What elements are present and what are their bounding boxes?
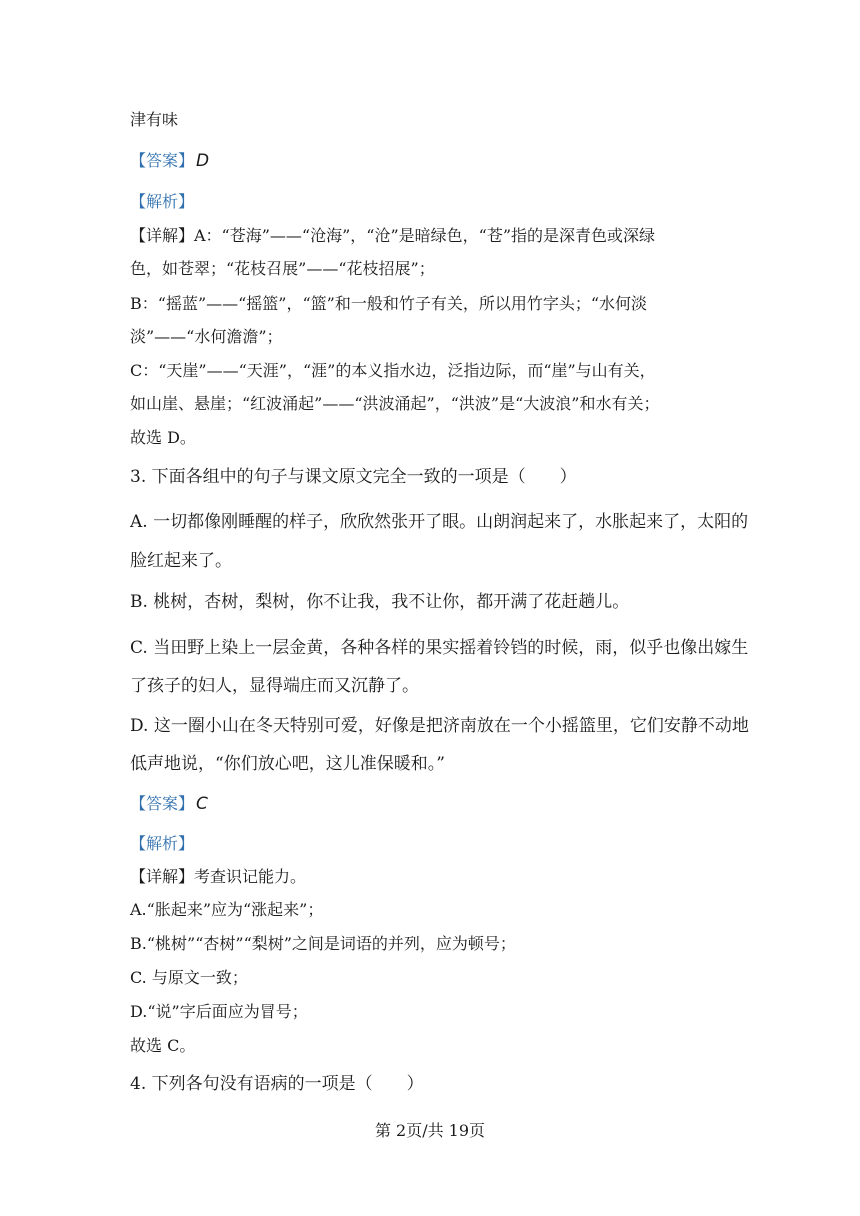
q3-analysis-tag: 【解析】 xyxy=(130,834,195,853)
carry-over-text: 津有味 xyxy=(130,110,179,129)
q2-analysis-line: 色，如苍翠；“花枝召展”——“花枝招展”； xyxy=(130,259,435,278)
q3-analysis-line: 【详解】考查识记能力。 xyxy=(130,867,307,886)
q2-analysis-line: 故选 D。 xyxy=(130,428,196,447)
q3-option-line: A. 一切都像刚睡醒的样子，欣欣然张开了眼。山朗润起来了，水胀起来了，太阳的 xyxy=(130,512,749,532)
q2-analysis-line: C：“天崖”——“天涯”，“涯”的本义指水边，泛指边际，而“崖”与山有关， xyxy=(130,361,656,380)
q3-analysis-line: C. 与原文一致； xyxy=(130,968,248,987)
q3-option-line: 脸红起来了。 xyxy=(130,551,232,571)
q3-analysis-line: B.“桃树”“杏树”“梨树”之间是词语的并列，应为顿号； xyxy=(130,934,516,953)
q3-answer-tag: 【答案】 xyxy=(130,794,195,813)
q3-analysis-line: A.“胀起来”应为“涨起来”； xyxy=(130,900,324,919)
q3-option-line: 低声地说，“你们放心吧，这儿准保暖和。” xyxy=(130,754,445,774)
q2-answer-line xyxy=(130,151,209,171)
q4-stem: 4. 下列各句没有语病的一项是（ ） xyxy=(130,1074,424,1094)
q3-option-line: 了孩子的妇人，显得端庄而又沉静了。 xyxy=(130,676,419,696)
q3-answer-value: C xyxy=(196,794,208,814)
q2-analysis-line: 【详解】A：“苍海”——“沧海”，“沧”是暗绿色，“苍”指的是深青色或深绿 xyxy=(130,226,655,245)
q2-analysis-tag: 【解析】 xyxy=(130,192,195,211)
q3-option-line: C. 当田野上染上一层金黄，各种各样的果实摇着铃铛的时候，雨，似乎也像出嫁生 xyxy=(130,638,749,658)
q2-answer-tag: 【答案】 xyxy=(130,151,195,170)
q3-analysis-line: D.“说”字后面应为冒号； xyxy=(130,1002,308,1021)
q2-analysis-line: 如山崖、悬崖；“红波涌起”——“洪波涌起”，“洪波”是“大波浪”和水有关； xyxy=(130,394,660,413)
q3-answer-line xyxy=(130,794,208,814)
q3-option-line: B. 桃树，杏树，梨树，你不让我，我不让你，都开满了花赶趟儿。 xyxy=(130,592,630,612)
q3-analysis-line: 故选 C。 xyxy=(130,1036,196,1055)
q2-analysis-line: 淡”——“水何澹澹”； xyxy=(130,327,283,346)
q2-answer-value: D xyxy=(196,151,210,171)
q3-option-line: D. 这一圈小山在冬天特别可爱，好像是把济南放在一个小摇篮里，它们安静不动地 xyxy=(130,716,749,736)
page-footer: 第 2页/共 19页 xyxy=(374,1121,486,1140)
q3-stem: 3. 下面各组中的句子与课文原文完全一致的一项是（ ） xyxy=(130,467,577,487)
q2-analysis-line: B：“摇蓝”——“摇篮”，“篮”和一般和竹子有关，所以用竹字头；“水何淡 xyxy=(130,294,648,313)
